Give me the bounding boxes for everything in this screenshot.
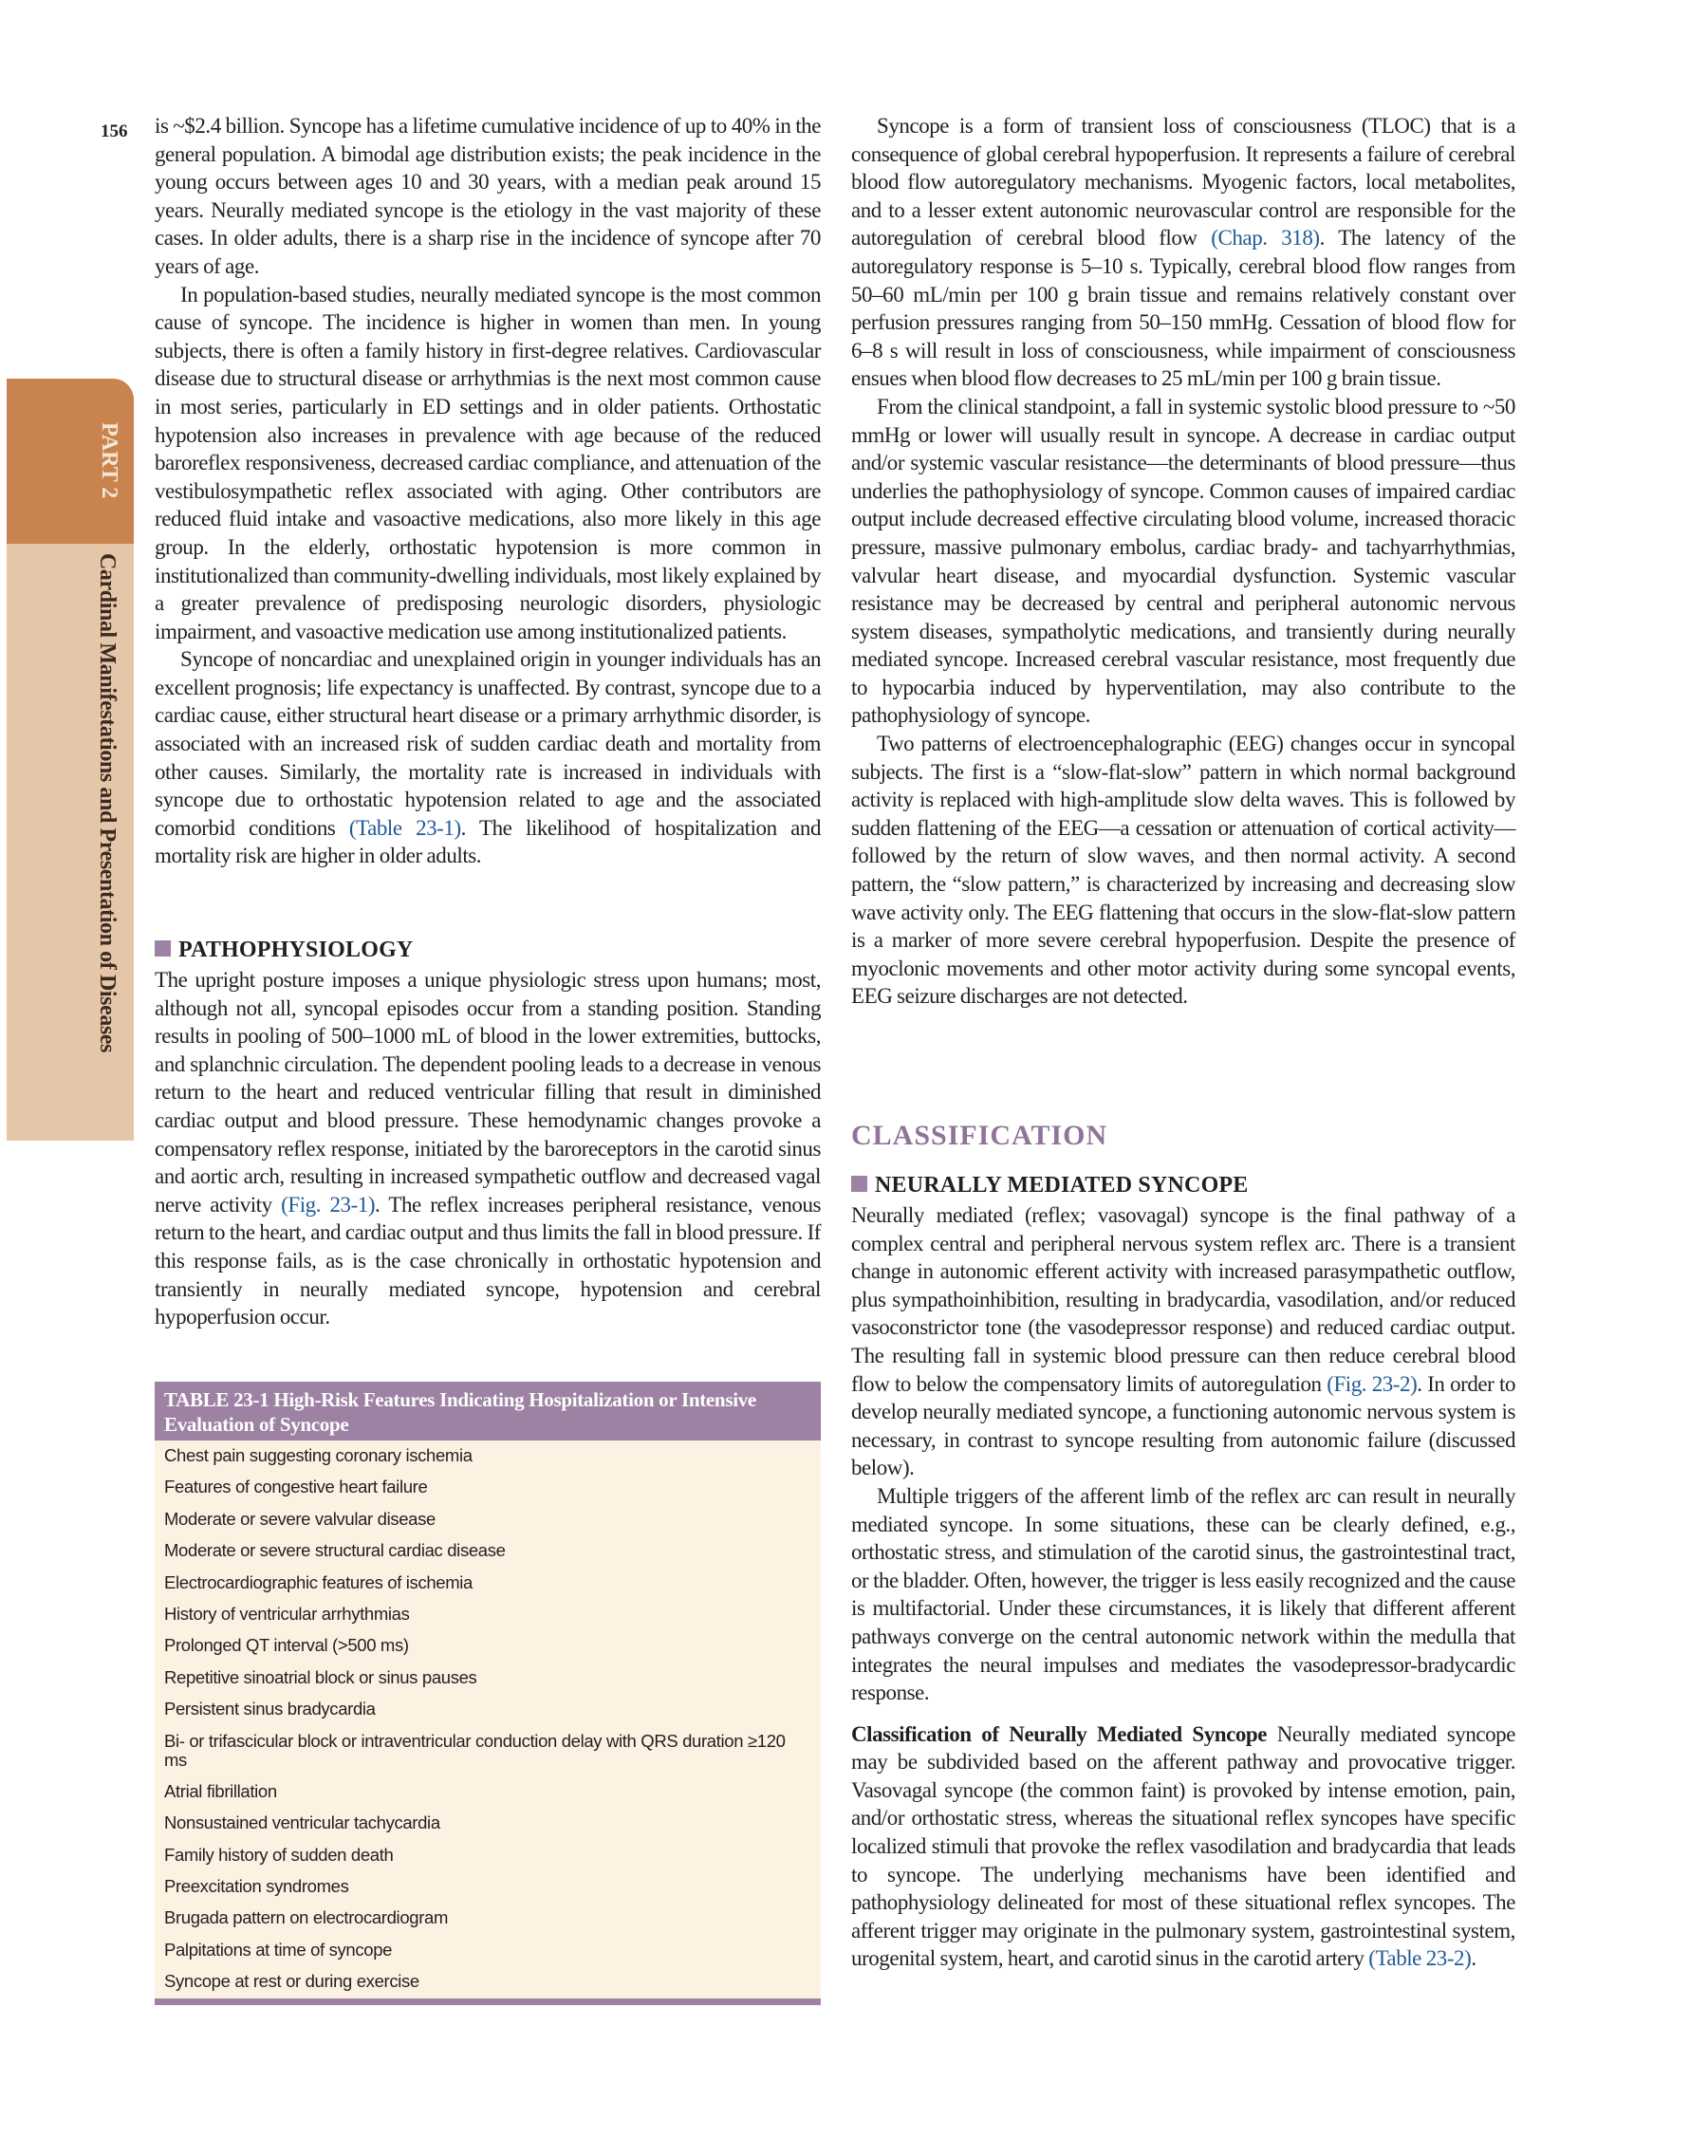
- paragraph: [155, 112, 821, 281]
- heading-neurally-mediated-syncope: NEURALLY MEDIATED SYNCOPE: [851, 1173, 1249, 1199]
- heading-square-marker: [155, 940, 171, 957]
- body-text: Syncope is a form of transient loss of consciousness (TLOC) that is a consequence of global cerebral hypoperfusion. It represents a failure of cerebral blood flow autoregulatory mechanisms. Myogenic factors, local metabolites, and to a lesser extent autonomic neurovascular control are responsible for the autoregulation of cerebral blood flow: [851, 114, 1515, 251]
- body-text: . In order to develop neurally mediated syncope, a functioning autonomic nervous system is necessary, in contrast to syncope resulting from autonomic failure (discussed below).: [851, 1371, 1515, 1480]
- cross-reference-link[interactable]: (Table 23-2): [1368, 1946, 1472, 1971]
- body-text: From the clinical standpoint, a fall in systemic systolic blood pressure to ~50 mmHg or lower will usually result in syncope. A decrease in cardiac output and/or systemic vascular resistance—the determinants of blood pressure—thus underlies the pathophysiology of syncope. Common causes of impaired cardiac output include decreased effective circulating blood volume, increased thoracic pressure, massive pulmonary embolus, cardiac brady- and tachyarrhythmias, valvular heart disease, and myocardial dysfunction. Systemic vascular resistance may be decreased by central and peripheral autonomic nervous system diseases, sympatholytic medications, and transiently during neurally mediated syncope. Increased cerebral vascular resistance, most frequently due to hypocarbia induced by hyperventilation, may also contribute to the pathophysiology of syncope.: [851, 394, 1515, 728]
- paragraph: [851, 730, 1515, 1011]
- table-row: Family history of sudden death: [164, 1844, 394, 1865]
- table-row: Moderate or severe valvular disease: [164, 1508, 436, 1529]
- heading-square-marker: [851, 1176, 867, 1192]
- body-text: . The likelihood of hospitalization and mortality risk are higher in older adults.: [155, 815, 821, 868]
- paragraph: [851, 112, 1515, 393]
- table-row: Persistent sinus bradycardia: [164, 1699, 376, 1719]
- body-text: Syncope of noncardiac and unexplained origin in younger individuals has an excellent prognosis; life expectancy is unaffected. By contrast, syncope due to a cardiac cause, either structural heart disease or a primary arrhythmic disorder, is associated with an increased risk of sudden cardiac death and mortality from other causes. Similarly, the mortality rate is increased in individuals with syncope due to orthostatic hypotension related to age and the associated comorbid conditions: [155, 647, 821, 840]
- body-text: In population-based studies, neurally mediated syncope is the most common cause of syncope. The incidence is higher in women than men. In young subjects, there is often a family history in first-degree relatives. Cardiovascular disease due to structural disease or arrhythmias is the next most common cause in most series, particularly in ED settings and in older patients. Orthostatic hypotension also increases in prevalence with age because of the reduced baroreflex responsiveness, decreased cardiac compliance, and attenuation of the vestibulosympathetic reflex associated with aging. Other contributors are reduced fluid intake and vasoactive medications, also more likely in this age group. In the elderly, orthostatic hypotension is more common in institutionalized than community-dwelling individuals, most likely explained by a greater prevalence of predisposing neurologic disorders, physiologic impairment, and vasoactive medication use among institutionalized patients.: [155, 282, 821, 643]
- table-row: History of ventricular arrhythmias: [164, 1603, 410, 1624]
- table-row: Preexcitation syndromes: [164, 1876, 349, 1897]
- cross-reference-link[interactable]: (Chap. 318): [1211, 226, 1320, 251]
- table-row: Chest pain suggesting coronary ischemia: [164, 1445, 473, 1465]
- pathophysiology-text: [155, 966, 821, 1331]
- body-text: Multiple triggers of the afferent limb of the reflex arc can result in neurally mediated syncope. In some situations, these can be clearly defined, e.g., orthostatic stress, and stimulation of the carotid sinus, the gastrointestinal tract, or the bladder. Often, however, the trigger is less easily recognized and the cause is multifactorial. Under these circumstances, it is likely that different afferent pathways converge on the central autonomic network within the medulla that integrates the neural impulses and mediates the vasodepressor-bradycardic response.: [851, 1483, 1515, 1705]
- section-tab: [7, 544, 134, 1141]
- paragraph: [851, 1720, 1515, 1973]
- nms-text: [851, 1201, 1515, 1973]
- part-tab: [7, 379, 134, 544]
- left-column-intro: [155, 112, 821, 870]
- cross-reference-link[interactable]: (Table 23-1): [348, 815, 461, 840]
- table-row: Bi- or trifascicular block or intraventricular conduction delay with QRS duration ≥120 ms: [164, 1730, 786, 1770]
- paragraph: [155, 966, 821, 1331]
- section-label: Cardinal Manifestations and Presentation of Diseases: [95, 553, 120, 1053]
- table-row: Electrocardiographic features of ischemia: [164, 1571, 473, 1592]
- table-row: Atrial fibrillation: [164, 1780, 277, 1801]
- right-column-intro: [851, 112, 1515, 1011]
- cross-reference-link[interactable]: (Fig. 23-1): [281, 1192, 376, 1217]
- paragraph: [851, 1201, 1515, 1482]
- table-row: Nonsustained ventricular tachycardia: [164, 1812, 440, 1833]
- table-23-1: [155, 1382, 821, 2005]
- table-row: Features of congestive heart failure: [164, 1477, 428, 1497]
- body-text: .: [1471, 1946, 1476, 1971]
- paragraph: [851, 393, 1515, 730]
- body-text: . The reflex increases peripheral resistance, venous return to the heart, and cardiac output and thus limits the fall in blood pressure. If this response fails, as is the case chronically in orthostatic hypotension and transiently in neurally mediated syncope, hypotension and cerebral hypoperfusion occur.: [155, 1192, 821, 1329]
- table-title: TABLE 23-1 High-Risk Features Indicating Hospitalization or Intensive Evaluation of Syncope: [155, 1382, 821, 1440]
- table-row: Moderate or severe structural cardiac disease: [164, 1540, 506, 1561]
- body-text: Neurally mediated (reflex; vasovagal) syncope is the final pathway of a complex central and peripheral nervous system reflex arc. There is a transient change in autonomic efferent activity with increased parasympathetic outflow, plus sympathoinhibition, resulting in bradycardia, vasodilation, and/or reduced vasoconstrictor tone (the vasodepressor response) and reduced cardiac output. The resulting fall in systemic blood pressure can then reduce cerebral blood flow to below the compensatory limits of autoregulation: [851, 1203, 1515, 1396]
- body-text: is ~$2.4 billion. Syncope has a lifetime cumulative incidence of up to 40% in the general population. A bimodal age distribution exists; the peak incidence in the young occurs between ages 10 and 30 years, with a median peak around 15 years. Neurally mediated syncope is the etiology in the vast majority of these cases. In older adults, there is a sharp rise in the incidence of syncope after 70 years of age.: [155, 114, 821, 278]
- part-label: PART 2: [97, 422, 121, 499]
- body-text: The upright posture imposes a unique physiologic stress upon humans; most, although not all, syncopal episodes occur from a standing position. Standing results in pooling of 500–1000 mL of blood in the lower extremities, buttocks, and splanchnic circulation. The dependent pooling leads to a decrease in venous return to the heart and reduced ventricular filling that result in diminished cardiac output and blood pressure. These hemodynamic changes provoke a compensatory reflex response, initiated by the baroreceptors in the carotid sinus and aortic arch, resulting in increased sympathetic outflow and decreased vagal nerve activity: [155, 968, 821, 1217]
- table-row: Palpitations at time of syncope: [164, 1939, 393, 1960]
- body-text: Neurally mediated syncope may be subdivided based on the afferent pathway and provocative trigger. Vasovagal syncope (the common faint) is provoked by intense emotion, pain, and/or orthostatic stress, whereas the situational reflex syncopes have specific localized stimuli that provoke the reflex vasodilation and bradycardia that leads to syncope. The underlying mechanisms have been identified and pathophysiology delineated for most of these situational reflex syncopes. The afferent trigger may originate in the pulmonary system, gastrointestinal system, urogenital system, heart, and carotid sinus in the carotid artery: [851, 1721, 1515, 1971]
- cross-reference-link[interactable]: (Fig. 23-2): [1327, 1371, 1418, 1396]
- body-text: Two patterns of electroencephalographic (EEG) changes occur in syncopal subjects. The first is a “slow-flat-slow” pattern in which normal background activity is replaced with high-amplitude slow delta waves. This is followed by sudden flattening of the EEG—a cessation or attenuation of cortical activity—followed by the return of slow waves, and then normal activity. A second pattern, the “slow pattern,” is characterized by increasing and decreasing slow wave activity only. The EEG flattening that occurs in the slow-flat-slow pattern is a marker of more severe cerebral hypoperfusion. Despite the presence of myoclonic movements and other motor activity during some syncopal events, EEG seizure discharges are not detected.: [851, 732, 1515, 1009]
- table-row: Prolonged QT interval (>500 ms): [164, 1635, 409, 1656]
- heading-pathophysiology: PATHOPHYSIOLOGY: [155, 938, 413, 963]
- page-number: 156: [101, 121, 128, 141]
- paragraph: [851, 1482, 1515, 1707]
- table-row: Syncope at rest or during exercise: [164, 1971, 419, 1992]
- paragraph: [155, 281, 821, 646]
- run-in-heading: Classification of Neurally Mediated Syncope: [851, 1721, 1268, 1746]
- table-row: Repetitive sinoatrial block or sinus pauses: [164, 1666, 477, 1687]
- paragraph: [155, 645, 821, 870]
- table-row: Brugada pattern on electrocardiogram: [164, 1907, 449, 1928]
- body-text: . The latency of the autoregulatory response is 5–10 s. Typically, cerebral blood flow ranges from 50–60 mL/min per 100 g brain tissue and remains relatively constant over perfusion pressures ranging from 50–150 mmHg. Cessation of blood flow for 6–8 s will result in loss of consciousness, while impairment of consciousness ensues when blood flow decreases to 25 mL/min per 100 g brain tissue.: [851, 226, 1515, 391]
- heading-classification: CLASSIFICATION: [851, 1120, 1108, 1151]
